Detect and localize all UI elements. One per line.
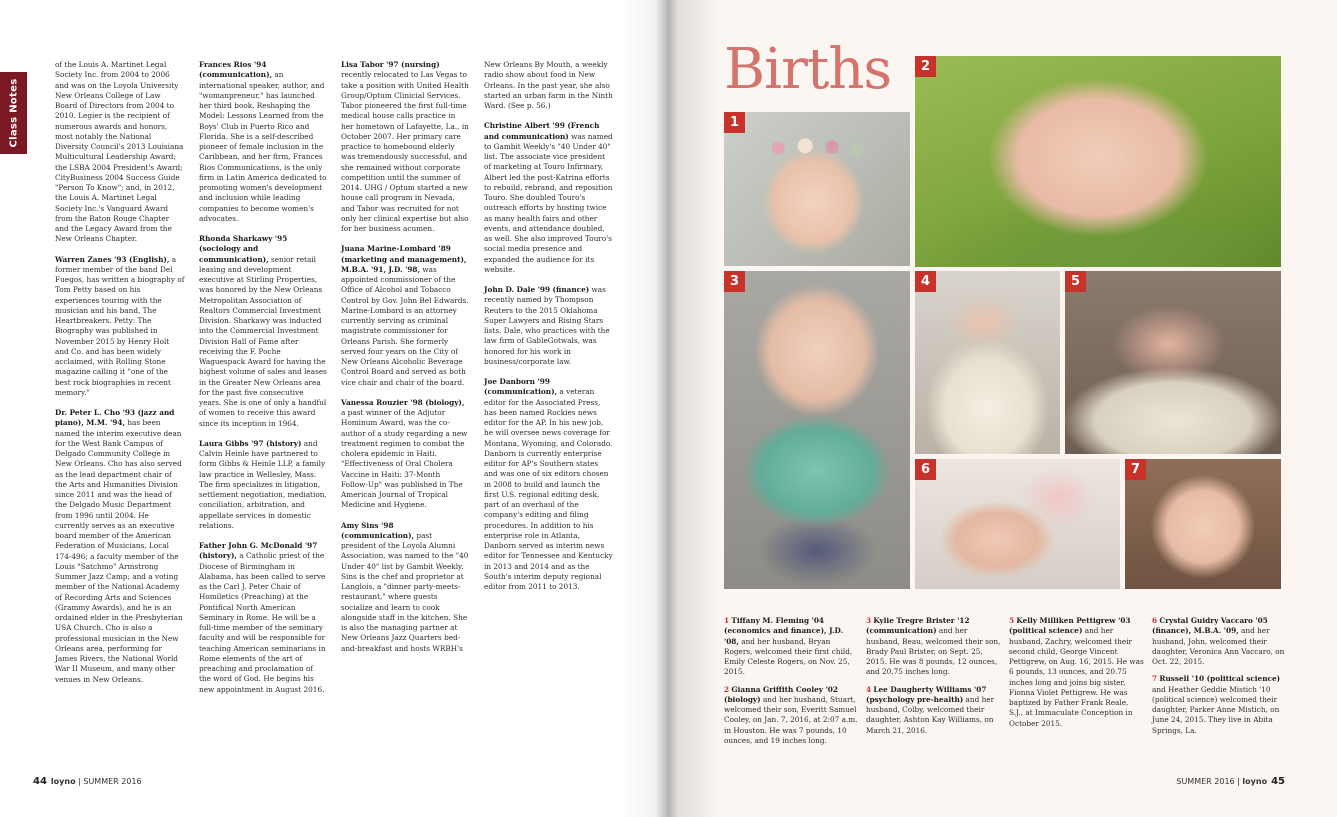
birth-caption: 5 Kelly Milliken Pettigrew '03 (political science) and her husband, Zachry, welcomed their second child, George Vincent Pettigrew, on Aug. 16, 2015. He was 6 pounds, 13 ounces, and 20.75 inches long and joins big sister, Fionna Violet Pettigrew. He was baptized by Father Frank Reale, S.J., at Immaculate Conception in October 2015. <box>1009 616 1144 728</box>
caption-column-3 <box>1009 616 1144 736</box>
section-tab: Class Notes <box>0 72 27 154</box>
photo-number-badge: 2 <box>915 56 936 77</box>
class-note: of the Louis A. Martinet Legal Society Inc. from 2004 to 2006 and was on the Loyola University New Orleans College of Law Board of Directors from 2004 to 2010. Legier is the recipient of numerous awards and honors, most notably the National Diversity Council's 2013 Louisiana Multicultural Leadership Award; the LSBA 2004 President's Award; CityBusiness 2004 Success Guide "Person To Know"; and, in 2012, the Louis A. Martinet Legal Society Inc.'s Vanguard Award from the Baton Rouge Chapter and the Legacy Award from the New Orleans Chapter. <box>55 60 184 244</box>
class-note: Father John G. McDonald '97 (history), a Catholic priest of the Diocese of Birmingham in Alabama, has been called to serve as the Carl J. Peter Chair of Homiletics (Preaching) at the Pontifical North American Seminary in Rome. He will be a full-time member of the seminary faculty and will be responsible for teaching American seminarians in Rome elements of the art of preaching and proclamation of the word of God. He begins his new appointment in August 2016. <box>199 541 326 694</box>
baby-photo-7 <box>1125 459 1281 589</box>
column-4 <box>484 60 614 602</box>
baby-photo-6 <box>915 459 1120 589</box>
photo-number-badge: 4 <box>915 271 936 292</box>
birth-caption: 1 Tiffany M. Fleming '04 (economics and finance), J.D. '08, and her husband, Bryan Rogers, welcomed their first child, Emily Celeste Rogers, on Nov. 25, 2015. <box>724 616 853 677</box>
class-note: Laura Gibbs '97 (history) and Calvin Heinle have partnered to form Gibbs & Heinle LLP, a family law practice in Wellesley, Mass. The firm specializes in litigation, settlement negotiation, mediation, conciliation, arbitration, and appellate services in domestic relations. <box>199 438 327 530</box>
page-title: Births <box>724 37 892 102</box>
caption-column-2 <box>866 616 1001 743</box>
class-note: Joe Danborn '99 (communication), a veteran editor for the Associated Press, has been named Rockies news editor for the AP. In his new job, he will oversee news coverage for Montana, Wyoming, and Colorado. Danborn is currently enterprise editor for AP's Southern states and was one of six editors chosen in 2008 to build and launch the first U.S. regional editing desk, part of an overhaul of the company's editing and filing procedures. In addition to his enterprise role in Atlanta, Danborn served as interim news editor for Tennessee and Kentucky in 2013 and 2014 and as the South's interim deputy regional editor from 2011 to 2013. <box>484 377 613 591</box>
class-note: Christine Albert '99 (French and communication) was named to Gambit Weekly's "40 Under 40" list. The associate vice president of marketing at Touro Infirmary, Albert led the post-Katrina efforts to rebuild, rebrand, and reposition Touro. She doubled Touro's outreach efforts by hosting twice as many health fairs and other events, and attendance doubled, as well. She also improved Touro's social media presence and expanded the audience for its website. <box>484 121 613 274</box>
photo-number-badge: 3 <box>724 271 745 292</box>
class-note: Lisa Tabor '97 (nursing) recently relocated to Las Vegas to take a position with United Health Group/Optum Clinicial Services. Tabor pioneered the first full-time medical house calls practice in her hometown of Lafayette, La., in October 2007. Her primary care practice to homebound elderly was tremendously successful, and she remained without corporate competition until the summer of 2014. UHG / Optum started a new house call program in Nevada, and Tabor was recruited for not only her clinical expertise but also for her business acumen. <box>341 60 469 233</box>
birth-caption: 2 Gianna Griffith Cooley '02 (biology) and her husband, Stuart, welcomed their son, Everitt Samuel Cooley, on Jan. 7, 2016, at 2:07 a.m. in Houston. He was 7 pounds, 10 ounces, and 19 inches long. <box>724 684 858 745</box>
baby-photo-3 <box>724 271 910 589</box>
baby-photo-1 <box>724 112 910 266</box>
column-1 <box>55 60 185 695</box>
baby-photo-4 <box>915 271 1060 454</box>
birth-caption: 6 Crystal Guidry Vaccaro '05 (finance), M.B.A. '09, and her husband, John, welcomed their daughter, Veronica Ann Vaccaro, on Oct. 22, 2015. <box>1152 616 1285 666</box>
class-note: Frances Rios '94 (communication), an international speaker, author, and "womanpreneur," has launched her third book, Reshaping the Model: Lessons Learned from the Boys' Club in Puerto Rico and Florida. She is a self-described pioneer of female inclusion in the Caribbean, and her firm, Frances Rios Communications, is the only firm in Latin America dedicated to promoting women's development and inclusion while leading companies to become women's advocates. <box>199 60 327 223</box>
column-3 <box>341 60 469 664</box>
baby-photo-5 <box>1065 271 1281 454</box>
photo-number-badge: 7 <box>1125 459 1146 480</box>
photo-number-badge: 1 <box>724 112 745 133</box>
photo-number-badge: 6 <box>915 459 936 480</box>
page-folio-right: SUMMER 2016 | loyno 45 <box>1176 776 1285 787</box>
left-page <box>0 0 668 817</box>
birth-caption: 7 Russell '10 (political science) and Heather Geddie Mistich '10 (political science) welcomed their daughter, Parker Anne Mistich, on June 24, 2015. They live in Abita Springs, La. <box>1152 674 1281 735</box>
class-note: Rhonda Sharkawy '95 (sociology and communication), senior retail leasing and development executive at Stirling Properties, was honored by the New Orleans Metropolitan Association of Realtors Commercial Investment Division. Sharkawy was inducted into the Commercial Investment Division Hall of Fame after receiving the F. Poche Waguespack Award for having the highest volume of sales and leases in the Greater New Orleans area for the past five consecutive years. She is one of only a handful of women to receive this award since its inception in 1964. <box>199 234 327 428</box>
class-note: Juana Marine-Lombard '89 (marketing and management), M.B.A. '91, J.D. '98, was appointed commissioner of the Office of Alcohol and Tobacco Control by Gov. John Bel Edwards. Marine-Lombard is an attorney currently serving as criminal magistrate commissioner for Orleans Parish. She formerly served four years on the City of New Orleans Alcoholic Beverage Control Board and served as both vice chair and chair of the board. <box>341 244 469 387</box>
class-note: Warren Zanes '93 (English), a former member of the band Del Fuegos, has written a biography of Tom Petty based on his experiences touring with the musician and his band, The Heartbreakers. Petty: The Biography was published in November 2015 by Henry Holt and Co. and has been widely acclaimed, with Rolling Stone magazine calling it "one of the best rock biographies in recent memory." <box>55 254 185 397</box>
birth-caption: 3 Kylie Tregre Brister '12 (communication) and her husband, Beau, welcomed their son, Brady Paul Brister, on Sept. 25, 2015. He was 8 pounds, 12 ounces, and 20.75 inches long. <box>866 616 1001 677</box>
page-folio-left: 44 loyno | SUMMER 2016 <box>33 776 142 787</box>
class-note: Dr. Peter L. Cho '93 (jazz and piano), M.M. '94, has been named the interim executive dean for the West Bank Campus of Delgado Community College in New Orleans. Cho has also served as the lead department chair of the Arts and Humanities Division since 2011 and was the head of the Delgado Music Department from 1996 until 2004. He currently serves as an executive board member of the American Federation of Musicians, Local 174-496; a faculty member of the Louis "Satchmo" Armstrong Summer Jazz Camp; and a voting member of the National Academy of Recording Arts and Sciences (Grammy Awards), and he is an ordained elder in the Presbyterian USA Church. Cho is also a professional musician in the New Orleans area, performing for James Rivers, the National World War II Museum, and many other venues in New Orleans. <box>55 408 183 684</box>
class-note: Amy Sins '98 (communication), past president of the Loyola Alumni Association, was named to the "40 Under 40" list by Gambit Weekly. Sins is the chef and proprietor at Langlois, a "dinner party-meets-restaurant," where guests socialize and learn to cook alongside staff in the kitchen. She is also the managing partner at New Orleans Jazz Quarters bed-and-breakfast and hosts WRBH's <box>341 520 469 653</box>
class-note: John D. Dale '99 (finance) was recently named by Thompson Reuters to the 2015 Oklahoma Super Lawyers and Rising Stars lists. Dale, who practices with the law firm of GableGotwals, was honored for his work in business/corporate law. <box>484 285 610 366</box>
column-2 <box>199 60 327 705</box>
class-note: New Orleans By Mouth, a weekly radio show about food in New Orleans. In the past year, she also started an urban farm in the Ninth Ward. (See p. 56.) <box>484 60 613 110</box>
caption-column-4 <box>1152 616 1287 743</box>
flower-crown <box>762 137 870 159</box>
class-note: Vanessa Rouzier '98 (biology), a past winner of the Adjutor Hominum Award, was the co-author of a study regarding a new treatment regimen to combat the cholera epidemic in Haiti. "Effectiveness of Oral Cholera Vaccine in Haiti: 37-Month Follow-Up" was published in The American Journal of Tropical Medicine and Hygiene. <box>341 397 468 510</box>
photo-number-badge: 5 <box>1065 271 1086 292</box>
caption-column-1 <box>724 616 859 753</box>
birth-caption: 4 Lee Daugherty Williams '07 (psychology pre-health) and her husband, Colby, welcomed their daughter, Ashton Kay Williams, on March 21, 2016. <box>866 684 995 735</box>
baby-photo-2 <box>915 56 1281 267</box>
